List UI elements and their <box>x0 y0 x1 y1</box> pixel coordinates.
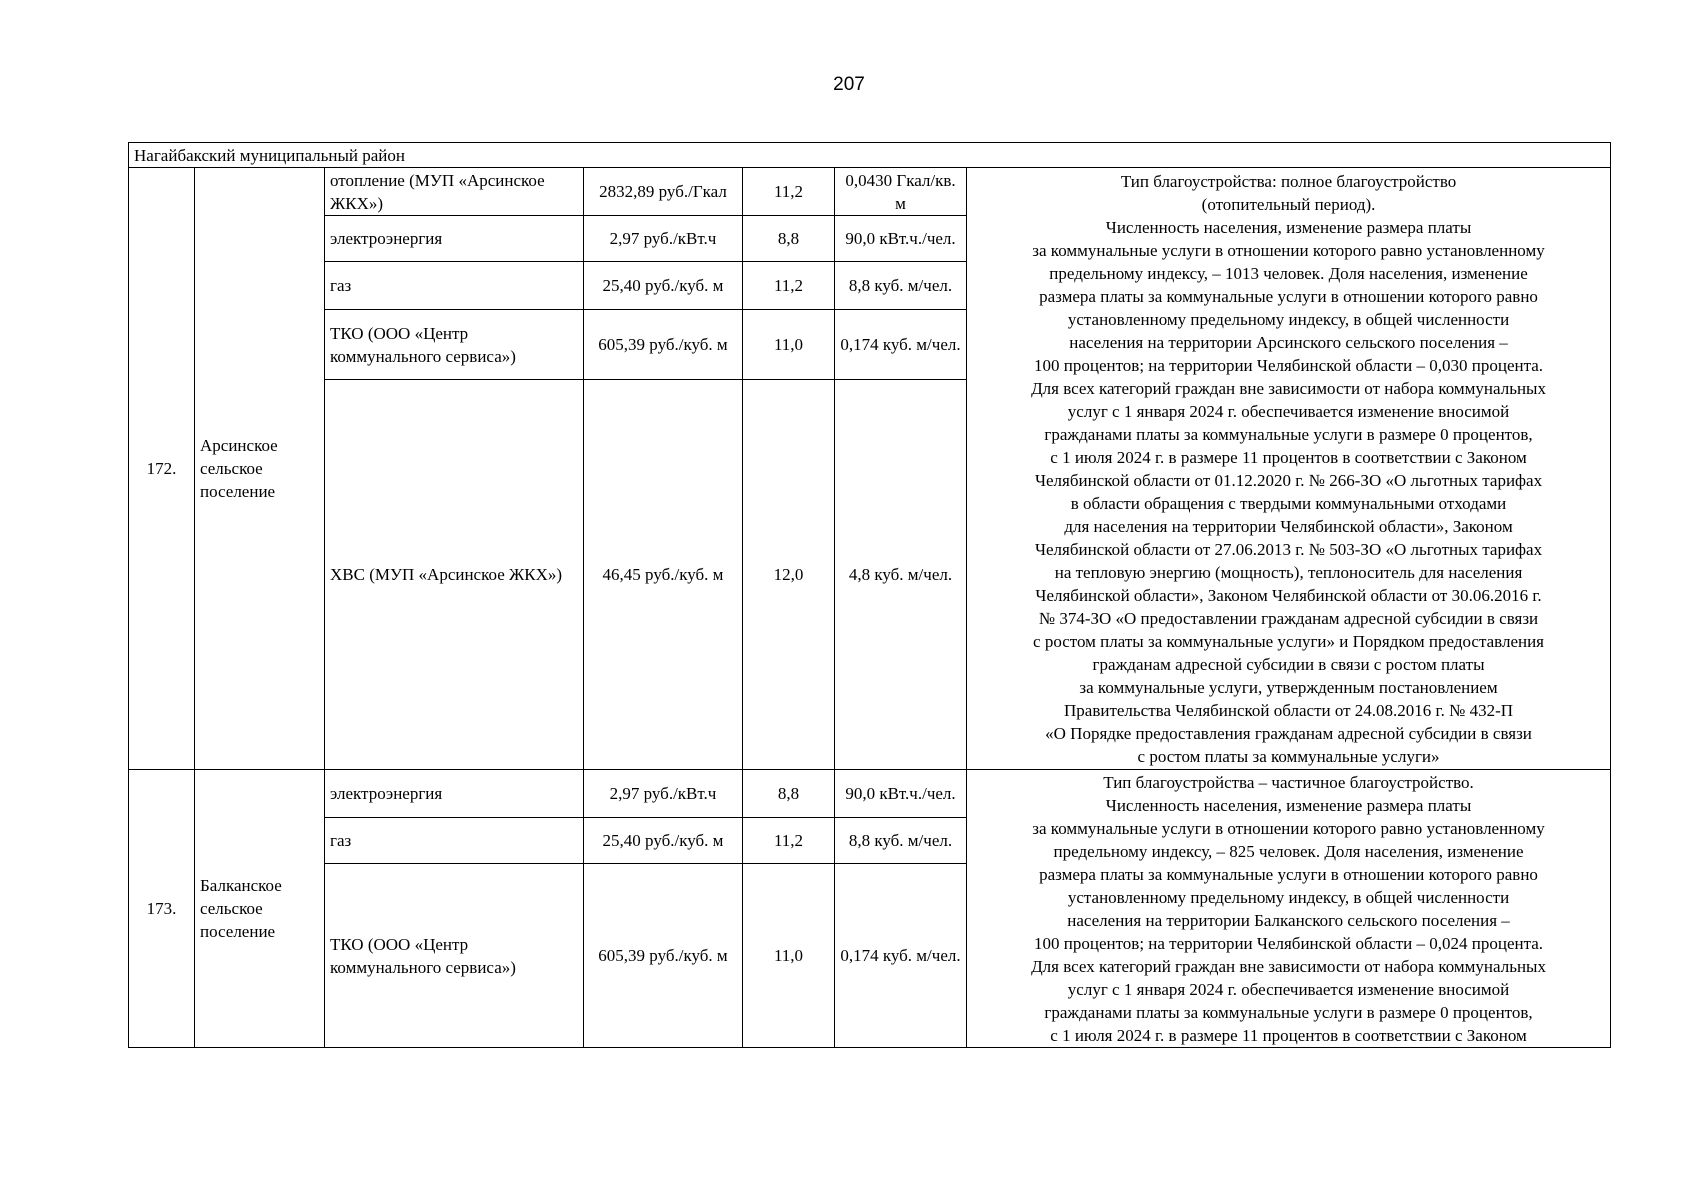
page-number: 207 <box>833 74 865 95</box>
tariff-value: 605,39 руб./куб. м <box>584 864 743 1048</box>
norm-value: 8,8 куб. м/чел. <box>835 262 967 310</box>
norm-value: 90,0 кВт.ч./чел. <box>835 770 967 818</box>
norm-value: 0,174 куб. м/чел. <box>835 864 967 1048</box>
description-line: населения на территории Балканского сельского поселения – <box>1067 910 1510 930</box>
description-line: Правительства Челябинской области от 24.08.2016 г. № 432-П <box>1064 700 1514 720</box>
description-line: Челябинской области», Законом Челябинской области от 30.06.2016 г. <box>1035 585 1542 605</box>
description-line: размера платы за коммунальные услуги в отношении которого равно <box>1039 864 1538 884</box>
service-name: электроэнергия <box>325 216 584 262</box>
description-line: размера платы за коммунальные услуги в отношении которого равно <box>1039 286 1538 306</box>
description-line: Для всех категорий граждан вне зависимости от набора коммунальных <box>1031 956 1546 976</box>
tariff-value: 25,40 руб./куб. м <box>584 262 743 310</box>
description-line: в области обращения с твердыми коммунальными отходами <box>1070 493 1507 513</box>
service-name: газ <box>325 818 584 864</box>
description-line: гражданами платы за коммунальные услуги в размере 0 процентов, <box>1044 424 1533 444</box>
service-name: электроэнергия <box>325 770 584 818</box>
description-line: 100 процентов; на территории Челябинской области – 0,024 процента. <box>1034 933 1544 953</box>
settlement-description <box>967 770 1611 1048</box>
description-line: услуг с 1 января 2024 г. обеспечивается изменение вносимой <box>1067 401 1510 421</box>
table-row <box>129 168 1611 216</box>
index-value: 11,2 <box>743 818 835 864</box>
index-value: 11,2 <box>743 168 835 216</box>
description-line: Тип благоустройства: полное благоустройство <box>1120 171 1457 191</box>
index-value: 11,0 <box>743 310 835 380</box>
index-value: 11,2 <box>743 262 835 310</box>
description-line: Численность населения, изменение размера платы <box>1105 795 1472 815</box>
description-line: на тепловую энергию (мощность), теплоноситель для населения <box>1054 562 1523 582</box>
norm-value: 0,0430 Гкал/кв. м <box>835 168 967 216</box>
table-row <box>129 770 1611 818</box>
description-line: для населения на территории Челябинской области», Законом <box>1064 516 1513 536</box>
description-line: «О Порядке предоставления гражданам адресной субсидии в связи <box>1045 723 1532 743</box>
row-number: 173. <box>129 770 195 1048</box>
index-value: 8,8 <box>743 770 835 818</box>
norm-value: 4,8 куб. м/чел. <box>835 380 967 770</box>
district-name: Нагайбакский муниципальный район <box>129 143 1611 168</box>
service-name: газ <box>325 262 584 310</box>
tariff-value: 46,45 руб./куб. м <box>584 380 743 770</box>
description-line: за коммунальные услуги, утвержденным постановлением <box>1079 677 1498 697</box>
service-name: ХВС (МУП «Арсинское ЖКХ») <box>325 380 584 770</box>
norm-value: 8,8 куб. м/чел. <box>835 818 967 864</box>
description-line: за коммунальные услуги в отношении которого равно установленному <box>1032 818 1545 838</box>
settlement-description <box>967 168 1611 770</box>
description-line: 100 процентов; на территории Челябинской области – 0,030 процента. <box>1034 355 1544 375</box>
norm-value: 0,174 куб. м/чел. <box>835 310 967 380</box>
settlement-name: Арсинское сельское поселение <box>195 168 325 770</box>
norm-value: 90,0 кВт.ч./чел. <box>835 216 967 262</box>
description-line: с ростом платы за коммунальные услуги» <box>1137 746 1440 766</box>
description-line: установленному предельному индексу, в общей численности <box>1067 309 1510 329</box>
description-line: (отопительный период). <box>1201 194 1376 214</box>
service-name: ТКО (ООО «Центр коммунального сервиса») <box>325 864 584 1048</box>
description-line: с 1 июля 2024 г. в размере 11 процентов в соответствии с Законом <box>1050 1025 1527 1045</box>
description-line: с 1 июля 2024 г. в размере 11 процентов в соответствии с Законом <box>1050 447 1527 467</box>
tariff-value: 2,97 руб./кВт.ч <box>584 770 743 818</box>
description-line: услуг с 1 января 2024 г. обеспечивается изменение вносимой <box>1067 979 1510 999</box>
description-line: предельному индексу, – 825 человек. Доля населения, изменение <box>1053 841 1524 861</box>
service-name: ТКО (ООО «Центр коммунального сервиса») <box>325 310 584 380</box>
description-line: населения на территории Арсинского сельского поселения – <box>1069 332 1508 352</box>
index-value: 8,8 <box>743 216 835 262</box>
description-line: гражданами платы за коммунальные услуги в размере 0 процентов, <box>1044 1002 1533 1022</box>
row-number: 172. <box>129 168 195 770</box>
description-line: Челябинской области от 27.06.2013 г. № 503-ЗО «О льготных тарифах <box>1034 539 1543 559</box>
description-line: Численность населения, изменение размера платы <box>1105 217 1472 237</box>
tariff-table <box>128 142 1611 1048</box>
description-line: Для всех категорий граждан вне зависимости от набора коммунальных <box>1031 378 1546 398</box>
settlement-name: Балканское сельское поселение <box>195 770 325 1048</box>
description-line: Челябинской области от 01.12.2020 г. № 266-ЗО «О льготных тарифах <box>1034 470 1543 490</box>
tariff-value: 2832,89 руб./Гкал <box>584 168 743 216</box>
index-value: 12,0 <box>743 380 835 770</box>
index-value: 11,0 <box>743 864 835 1048</box>
description-line: за коммунальные услуги в отношении которого равно установленному <box>1032 240 1545 260</box>
description-line: предельному индексу, – 1013 человек. Доля населения, изменение <box>1049 263 1528 283</box>
description-line: Тип благоустройства – частичное благоустройство. <box>1103 772 1474 792</box>
description-line: установленному предельному индексу, в общей численности <box>1067 887 1510 907</box>
tariff-value: 605,39 руб./куб. м <box>584 310 743 380</box>
district-row <box>129 143 1611 168</box>
tariff-value: 2,97 руб./кВт.ч <box>584 216 743 262</box>
tariff-value: 25,40 руб./куб. м <box>584 818 743 864</box>
service-name: отопление (МУП «Арсинское ЖКХ») <box>325 168 584 216</box>
description-line: гражданам адресной субсидии в связи с ростом платы <box>1092 654 1485 674</box>
description-line: с ростом платы за коммунальные услуги» и Порядком предоставления <box>1033 631 1545 651</box>
description-line: № 374-ЗО «О предоставлении гражданам адресной субсидии в связи <box>1038 608 1539 628</box>
